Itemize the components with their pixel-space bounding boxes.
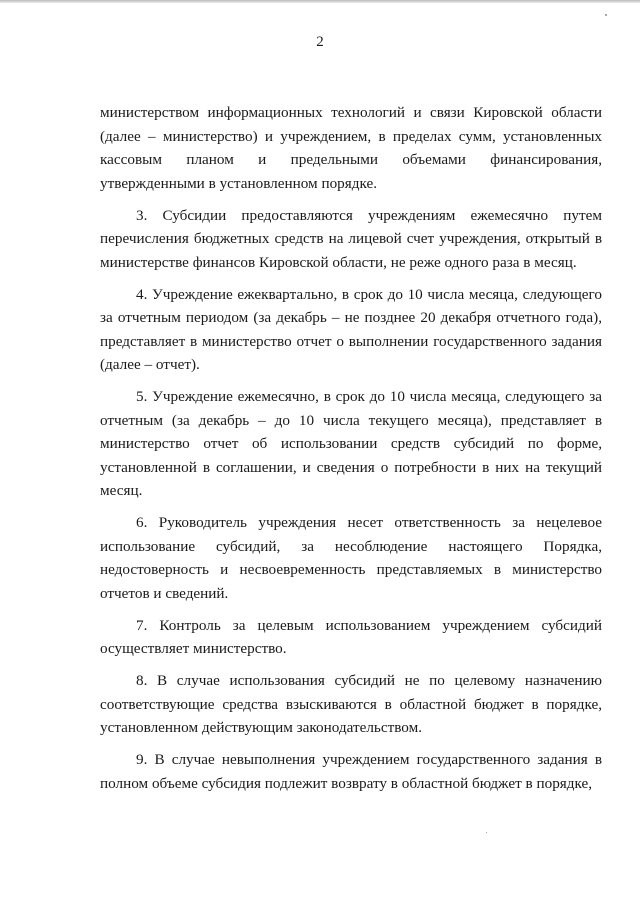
paragraph-item-9: 9. В случае невыполнения учреждением государственного задания в полном объеме субсидия подлежит возврату в областной бюджет в порядке,	[100, 751, 602, 792]
scan-edge-shadow	[0, 0, 640, 3]
scan-speck	[605, 14, 607, 16]
paragraph-item-5: 5. Учреждение ежемесячно, в срок до 10 числа месяца, следующего за отчетным (за декабрь – до 10 числа текущего месяца), представляет в министерство отчет об использовании средств субсидий по форме, установленной в соглашении, и сведения о потребности в них на текущий месяц.	[100, 388, 602, 499]
document-body	[100, 101, 602, 804]
paragraph-item-6: 6. Руководитель учреждения несет ответственность за нецелевое использование субсидий, за несоблюдение настоящего Порядка, недостоверность и несвоевременность представляемых в министерство отчетов и сведений.	[100, 514, 602, 602]
page-number: 2	[316, 34, 324, 50]
scan-speck	[486, 832, 487, 833]
paragraph-item-7: 7. Контроль за целевым использованием учреждением субсидий осуществляет министерство.	[100, 616, 602, 657]
paragraph-continuation: министерством информационных технологий и связи Кировской области (далее – министерство) и учреждением, в пределах сумм, установленных кассовым планом и предельными объемами финансирования, утвержденными в установленном порядке.	[100, 104, 602, 192]
paragraph-item-3: 3. Субсидии предоставляются учреждениям ежемесячно путем перечисления бюджетных средств на лицевой счет учреждения, открытый в министерстве финансов Кировской области, не реже одного раза в месяц.	[100, 206, 602, 271]
paragraph-item-4: 4. Учреждение ежеквартально, в срок до 10 числа месяца, следующего за отчетным периодом (за декабрь – не позднее 20 декабря отчетного года), представляет в министерство отчет о выполнении государственного задания (далее – отчет).	[100, 285, 602, 373]
paragraph-item-8: 8. В случае использования субсидий не по целевому назначению соответствующие средства взыскиваются в областной бюджет в порядке, установленном действующим законодательством.	[100, 672, 602, 736]
